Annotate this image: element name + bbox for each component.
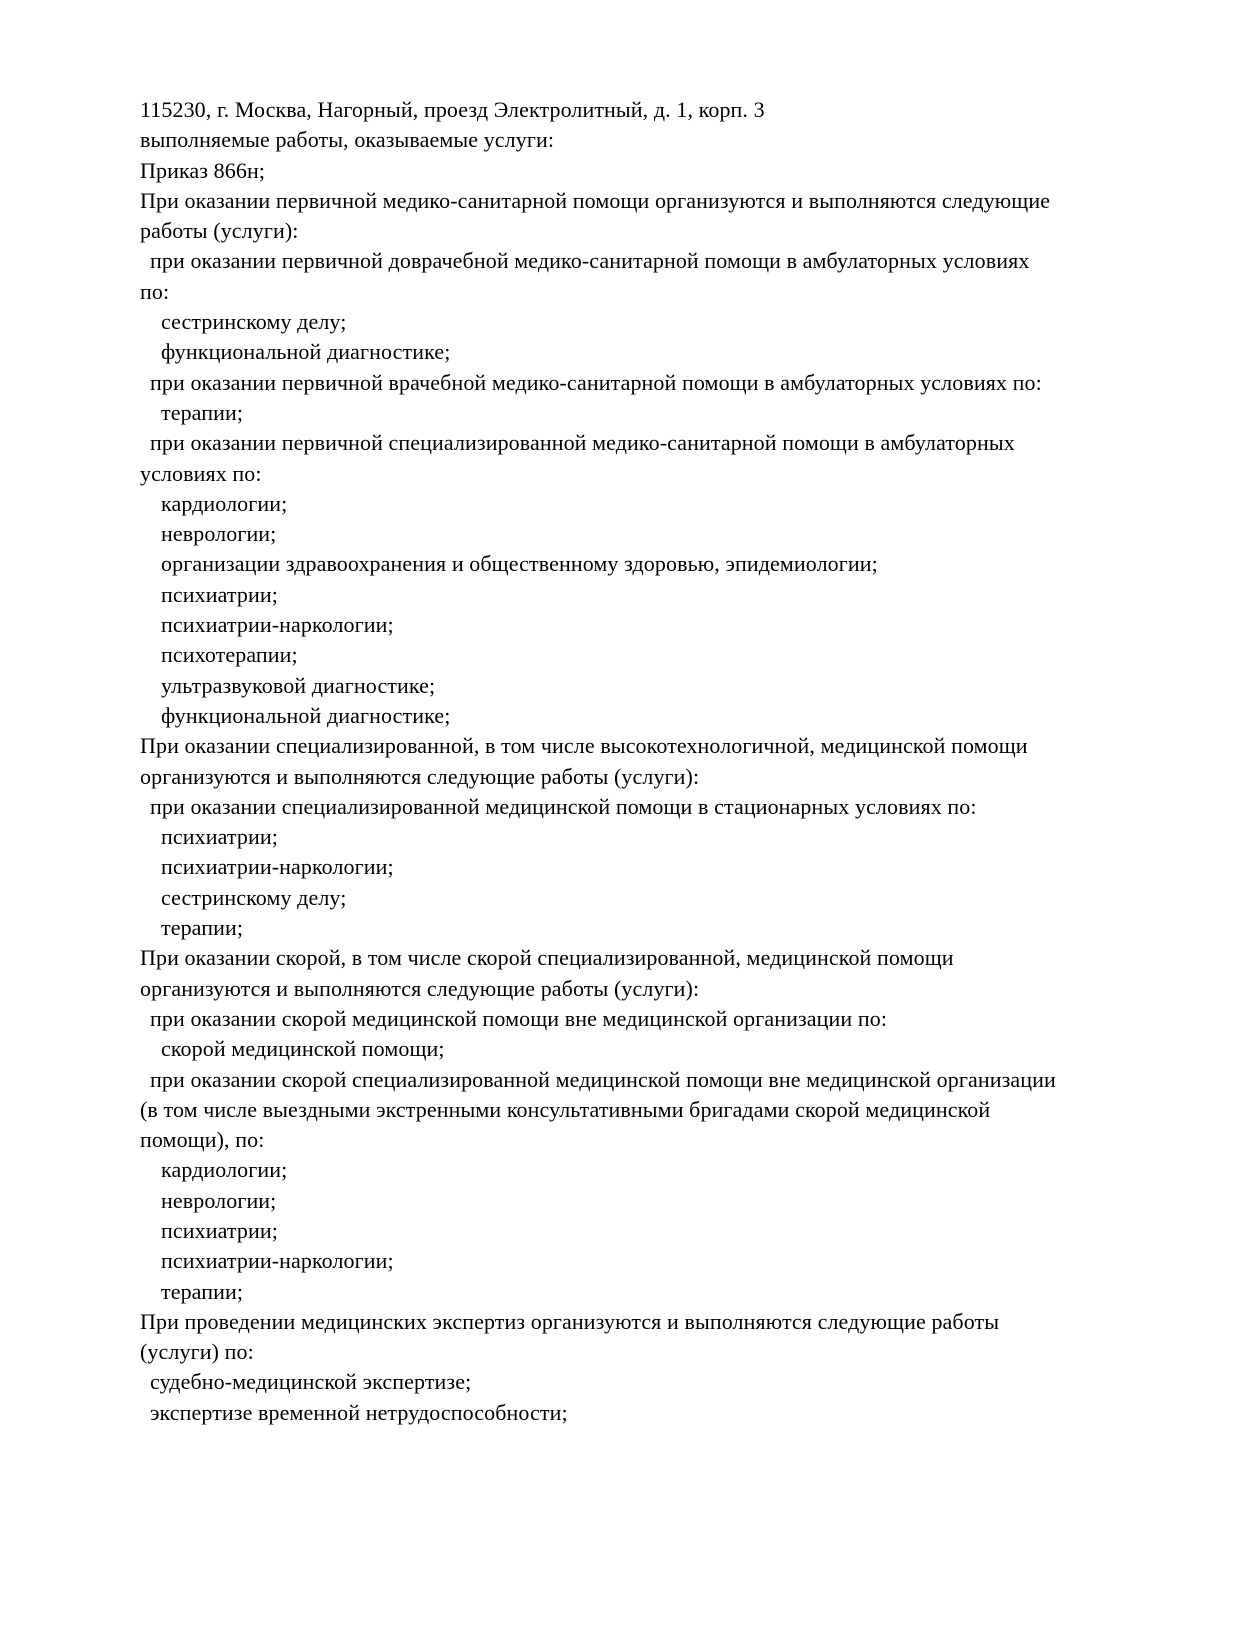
text-line: терапии; [161,399,244,425]
text-line: скорой медицинской помощи; [161,1036,445,1062]
text-line: кардиологии; [161,490,288,516]
text-line: помощи), по: [140,1127,265,1153]
text-line: по: [140,278,170,304]
text-line: при оказании скорой специализированной медицинской помощи вне медицинской организации [150,1066,1056,1092]
text-line: организуются и выполняются следующие работы (услуги): [140,763,700,789]
text-line: экспертизе временной нетрудоспособности; [150,1399,568,1425]
text-line: сестринскому делу; [161,884,347,910]
text-line: психиатрии-наркологии; [161,1248,394,1274]
text-line: При оказании скорой, в том числе скорой специализированной, медицинской помощи [140,945,954,971]
text-line: при оказании скорой медицинской помощи вне медицинской организации по: [150,1005,888,1031]
text-line: психиатрии-наркологии; [161,612,394,638]
text-line: при оказании первичной врачебной медико-санитарной помощи в амбулаторных условиях по: [150,369,1042,395]
text-line: функциональной диагностике; [161,339,451,365]
text-line: При оказании специализированной, в том числе высокотехнологичной, медицинской помощи [140,733,1028,759]
text-line: организации здравоохранения и общественному здоровью, эпидемиологии; [161,551,878,577]
text-line: организуются и выполняются следующие работы (услуги): [140,975,700,1001]
text-line: психиатрии; [161,581,278,607]
text-line: при оказании первичной специализированной медико-санитарной помощи в амбулаторных [150,430,1015,456]
text-line: судебно-медицинской экспертизе; [150,1369,472,1395]
text-line: при оказании первичной доврачебной медико-санитарной помощи в амбулаторных условиях [150,248,1030,274]
text-line: (в том числе выездными экстренными консультативными бригадами скорой медицинской [140,1096,991,1122]
text-line: терапии; [161,1278,244,1304]
document-body [140,95,1200,1428]
text-line: функциональной диагностике; [161,702,451,728]
text-line: неврологии; [161,1187,277,1213]
text-line: При оказании первичной медико-санитарной помощи организуются и выполняются следующие [140,187,1051,213]
text-line: психиатрии-наркологии; [161,854,394,880]
text-line: ультразвуковой диагностике; [161,672,436,698]
text-line: неврологии; [161,521,277,547]
text-line: (услуги) по: [140,1339,254,1365]
text-line: психотерапии; [161,642,298,668]
text-line: при оказании специализированной медицинской помощи в стационарных условиях по: [150,793,977,819]
text-line: Приказ 866н; [140,157,266,183]
text-line: сестринскому делу; [161,309,347,335]
text-line: терапии; [161,915,244,941]
text-line: выполняемые работы, оказываемые услуги: [140,127,555,153]
text-line: При проведении медицинских экспертиз организуются и выполняются следующие работы [140,1308,1000,1334]
text-line: работы (услуги): [140,218,299,244]
text-line: психиатрии; [161,1217,278,1243]
text-line: психиатрии; [161,824,278,850]
text-line: условиях по: [140,460,262,486]
text-line: кардиологии; [161,1157,288,1183]
text-line: 115230, г. Москва, Нагорный, проезд Электролитный, д. 1, корп. 3 [140,97,765,122]
